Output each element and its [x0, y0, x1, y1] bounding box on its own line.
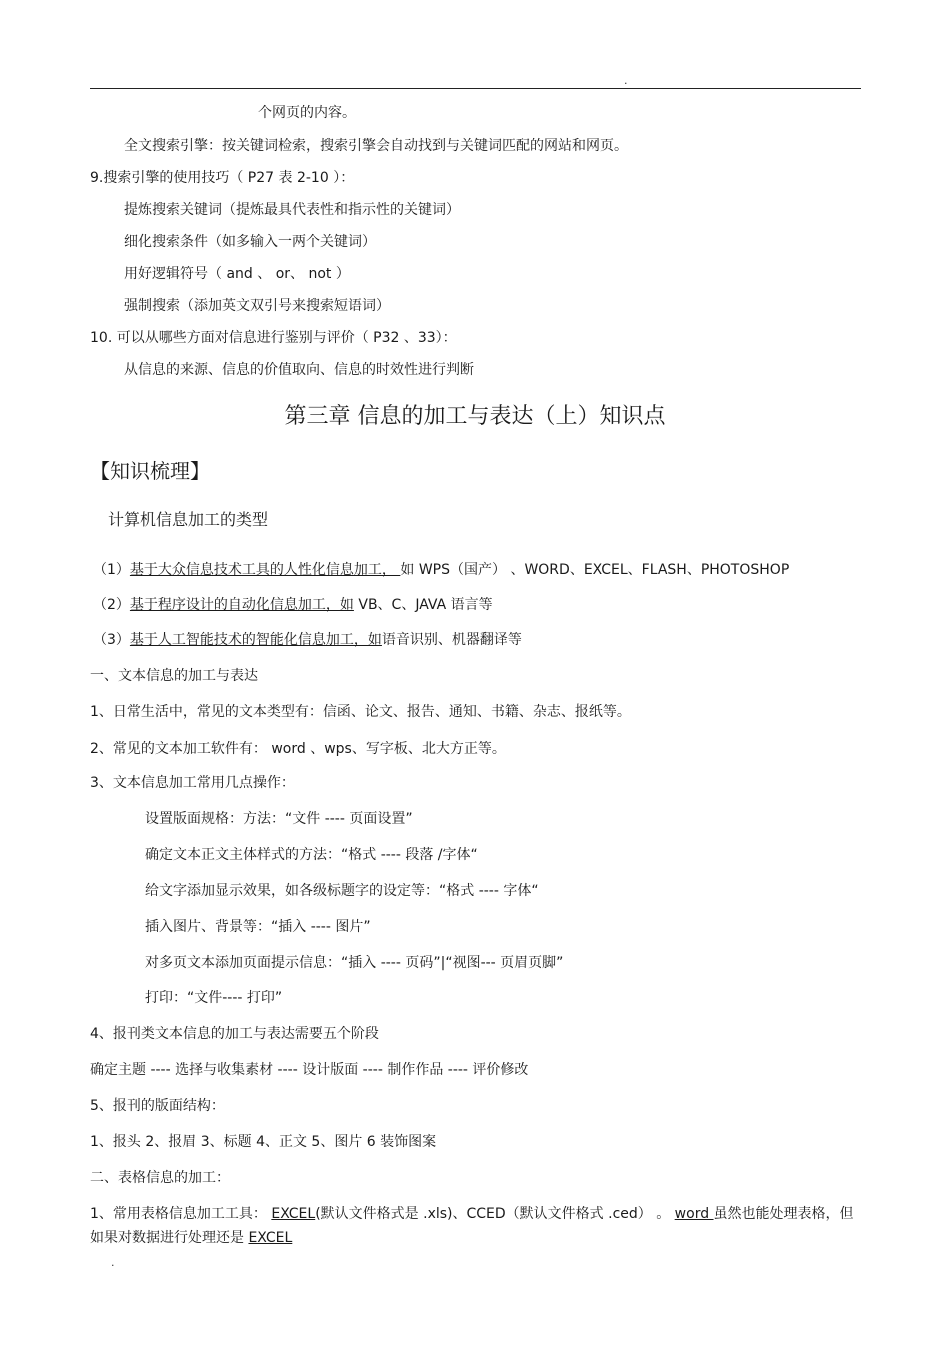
type-number: （2）	[93, 597, 130, 613]
operation-item: 给文字添加显示效果，如各级标题字的设定等：“格式 ---- 字体“	[145, 883, 539, 899]
text-line: 9.搜索引擎的使用技巧（ P27 表 2-10 ）：	[90, 170, 355, 186]
type-examples: 语音识别、机器翻译等	[381, 632, 522, 648]
text-line: 提炼搜索关键词（提炼最具代表性和指示性的关键词）	[124, 202, 460, 218]
excel-term: EXCEL	[271, 1206, 316, 1222]
operation-item: 打印：“文件---- 打印”	[145, 990, 283, 1006]
text-line: 强制搜索（添加英文双引号来搜索短语词）	[124, 298, 390, 314]
text-line: 从信息的来源、信息的价值取向、信息的时效性进行判断	[124, 362, 474, 378]
type-number: （3）	[93, 632, 130, 648]
stages-line: 确定主题 ---- 选择与收集素材 ---- 设计版面 ---- 制作作品 ---- 评价修改	[90, 1062, 529, 1078]
text-run: 1、常用表格信息加工工具：	[90, 1206, 272, 1222]
header-rule	[90, 88, 861, 89]
type-examples: 如 WPS（国产） 、WORD、EXCEL、FLASH、PHOTOSHOP	[400, 562, 790, 578]
layout-items: 1、报头 2、报眉 3、标题 4、正文 5、图片 6 装饰图案	[90, 1134, 437, 1150]
word-term: word	[674, 1206, 714, 1222]
paragraph: 1、日常生活中，常见的文本类型有：信函、论文、报告、通知、书籍、杂志、报纸等。	[90, 704, 631, 720]
section-heading: 【知识梳理】	[90, 459, 210, 483]
operation-item: 确定文本正文主体样式的方法：“格式 ---- 段落 /字体“	[145, 847, 478, 863]
operation-item: 插入图片、背景等：“插入 ---- 图片”	[145, 919, 371, 935]
type-underlined: 基于人工智能技术的智能化信息加工，如	[129, 632, 382, 648]
type-item	[93, 596, 493, 614]
text-run: 虽然也能处理表格，但如果对数据进行处理还是	[90, 1206, 854, 1246]
table-section-heading: 二、表格信息的加工：	[90, 1170, 230, 1186]
operation-item: 对多页文本添加页面提示信息：“插入 ---- 页码”|“视图--- 页眉页脚”	[145, 955, 564, 971]
paragraph: 3、文本信息加工常用几点操作：	[90, 775, 295, 791]
paragraph: 4、报刊类文本信息的加工与表达需要五个阶段	[90, 1026, 379, 1042]
text-line: 个网页的内容。	[258, 105, 356, 121]
text-line: 10. 可以从哪些方面对信息进行鉴别与评价（ P32 、33）：	[90, 330, 457, 346]
excel-term: EXCEL	[248, 1230, 293, 1246]
text-line: 细化搜索条件（如多输入一两个关键词）	[124, 234, 376, 250]
chapter-title: 第三章 信息的加工与表达（上）知识点	[284, 404, 666, 429]
type-item	[93, 561, 789, 579]
paragraph: 2、常见的文本加工软件有： word 、wps、写字板、北大方正等。	[90, 741, 506, 757]
text-line: 用好逻辑符号（ and 、 or、 not ）	[124, 266, 350, 282]
type-number: （1）	[93, 562, 130, 578]
type-underlined: 基于大众信息技术工具的人性化信息加工，	[129, 562, 401, 578]
text-line: 全文搜索引擎：按关键词检索，搜索引擎会自动找到与关键词匹配的网站和网页。	[124, 138, 628, 154]
operation-item: 设置版面规格：方法：“文件 ---- 页面设置”	[145, 811, 413, 827]
type-examples: VB、C、JAVA 语言等	[353, 597, 493, 613]
text-section-heading: 一、文本信息的加工与表达	[90, 668, 258, 684]
table-tools-paragraph	[90, 1202, 860, 1250]
type-underlined: 基于程序设计的自动化信息加工，如	[129, 597, 354, 613]
type-item	[93, 631, 522, 649]
header-mark: .	[624, 74, 628, 87]
paragraph: 5、报刊的版面结构：	[90, 1098, 225, 1114]
subheading: 计算机信息加工的类型	[108, 510, 269, 529]
text-run: (默认文件格式是 .xls)、CCED（默认文件格式 .ced） 。	[315, 1206, 675, 1222]
footer-mark: .	[111, 1256, 115, 1269]
